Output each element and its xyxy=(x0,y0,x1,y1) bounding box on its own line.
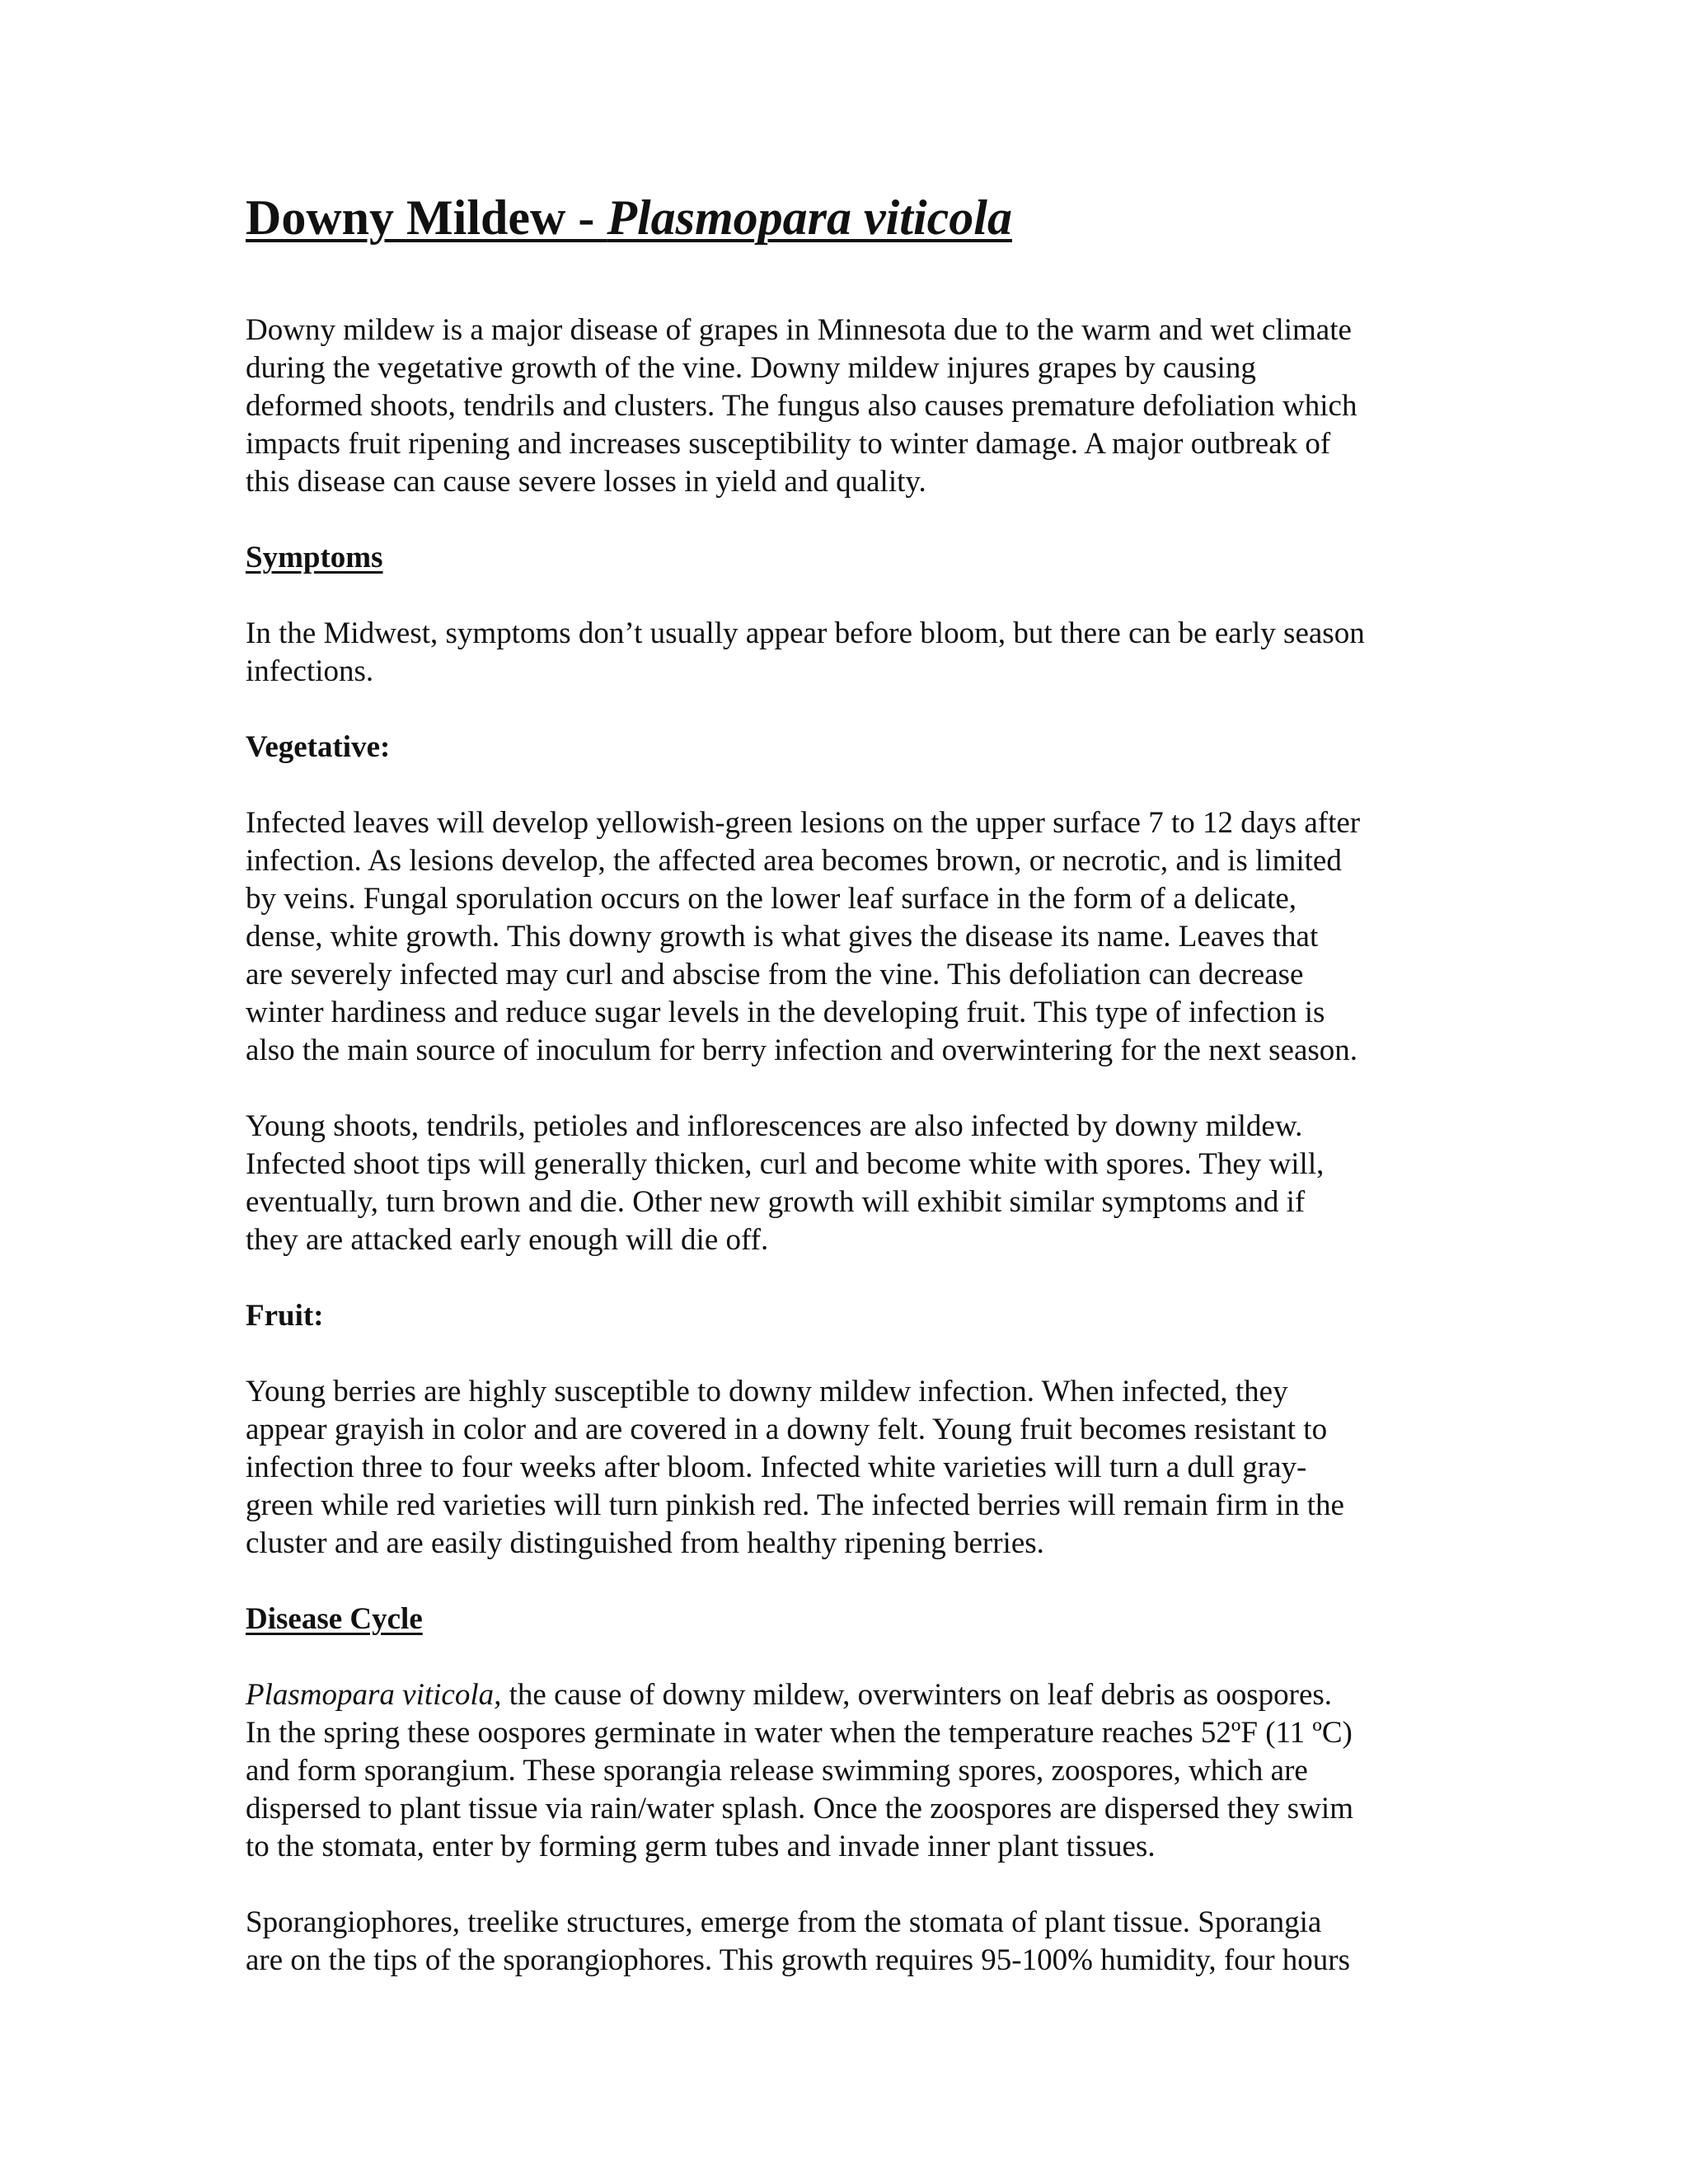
text-line: are on the tips of the sporangiophores. This growth requires 95-100% humidity, four hours xyxy=(246,1943,1350,1977)
page-title xyxy=(246,188,1012,247)
fruit-paragraph xyxy=(246,1373,1449,1563)
vegetative-paragraph-2 xyxy=(246,1108,1449,1259)
scientific-name: Plasmopara viticola, xyxy=(246,1678,502,1712)
text-line: In the Midwest, symptoms don’t usually appear before bloom, but there can be early season xyxy=(246,616,1365,650)
vegetative-heading: Vegetative: xyxy=(246,730,391,764)
text-line xyxy=(246,1676,1449,1714)
text-line: Young berries are highly susceptible to downy mildew infection. When infected, they xyxy=(246,1375,1288,1408)
text-line: infection. As lesions develop, the affected area becomes brown, or necrotic, and is limited xyxy=(246,844,1342,878)
disease-cycle-paragraph-1 xyxy=(246,1676,1449,1866)
text-line: eventually, turn brown and die. Other new growth will exhibit similar symptoms and if xyxy=(246,1185,1306,1219)
text-line: winter hardiness and reduce sugar levels in the developing fruit. This type of infection is xyxy=(246,996,1325,1029)
text-line: by veins. Fungal sporulation occurs on the lower leaf surface in the form of a delicate, xyxy=(246,882,1297,916)
text-line: they are attacked early enough will die off. xyxy=(246,1223,769,1257)
text-line: appear grayish in color and are covered in a downy felt. Young fruit becomes resistant to xyxy=(246,1413,1328,1446)
text-line: this disease can cause severe losses in yield and quality. xyxy=(246,465,926,499)
text-line: also the main source of inoculum for berry infection and overwintering for the next season. xyxy=(246,1033,1358,1067)
text-line: during the vegetative growth of the vine. Downy mildew injures grapes by causing xyxy=(246,351,1256,385)
text-line: Young shoots, tendrils, petioles and inflorescences are also infected by downy mildew. xyxy=(246,1109,1303,1143)
text-line: cluster and are easily distinguished from healthy ripening berries. xyxy=(246,1526,1044,1560)
text-line: green while red varieties will turn pinkish red. The infected berries will remain firm in the xyxy=(246,1488,1344,1522)
title-scientific-name: Plasmopara viticola xyxy=(607,190,1012,245)
text-line: are severely infected may curl and abscise from the vine. This defoliation can decrease xyxy=(246,958,1304,991)
text-line: Sporangiophores, treelike structures, emerge from the stomata of plant tissue. Sporangia xyxy=(246,1905,1322,1939)
text-line: infection three to four weeks after bloom. Infected white varieties will turn a dull gray- xyxy=(246,1451,1307,1484)
fruit-heading: Fruit: xyxy=(246,1299,324,1333)
symptoms-heading: Symptoms xyxy=(246,541,383,574)
text-line: impacts fruit ripening and increases susceptibility to winter damage. A major outbreak of xyxy=(246,427,1331,461)
vegetative-paragraph-1 xyxy=(246,804,1449,1070)
text-line: Downy mildew is a major disease of grapes in Minnesota due to the warm and wet climate xyxy=(246,313,1352,347)
disease-cycle-heading: Disease Cycle xyxy=(246,1602,423,1636)
text-line: dense, white growth. This downy growth is what gives the disease its name. Leaves that xyxy=(246,920,1319,954)
symptoms-intro-paragraph xyxy=(246,615,1449,691)
text-line: dispersed to plant tissue via rain/water splash. Once the zoospores are dispersed they swim xyxy=(246,1792,1353,1825)
text-line: to the stomata, enter by forming germ tubes and invade inner plant tissues. xyxy=(246,1830,1156,1863)
text-line: and form sporangium. These sporangia release swimming spores, zoospores, which are xyxy=(246,1754,1308,1788)
title-prefix: Downy Mildew - xyxy=(246,190,607,245)
text-fragment: the cause of downy mildew, overwinters on leaf debris as oospores. xyxy=(501,1678,1333,1712)
text-line: deformed shoots, tendrils and clusters. The fungus also causes premature defoliation which xyxy=(246,389,1357,423)
text-line: infections. xyxy=(246,654,374,688)
text-line: Infected leaves will develop yellowish-green lesions on the upper surface 7 to 12 days after xyxy=(246,806,1361,840)
text-line: Infected shoot tips will generally thicken, curl and become white with spores. They will, xyxy=(246,1147,1325,1181)
intro-paragraph xyxy=(246,312,1449,501)
disease-cycle-paragraph-2 xyxy=(246,1904,1449,1980)
text-line: In the spring these oospores germinate in water when the temperature reaches 52ºF (11 ºC) xyxy=(246,1716,1353,1750)
